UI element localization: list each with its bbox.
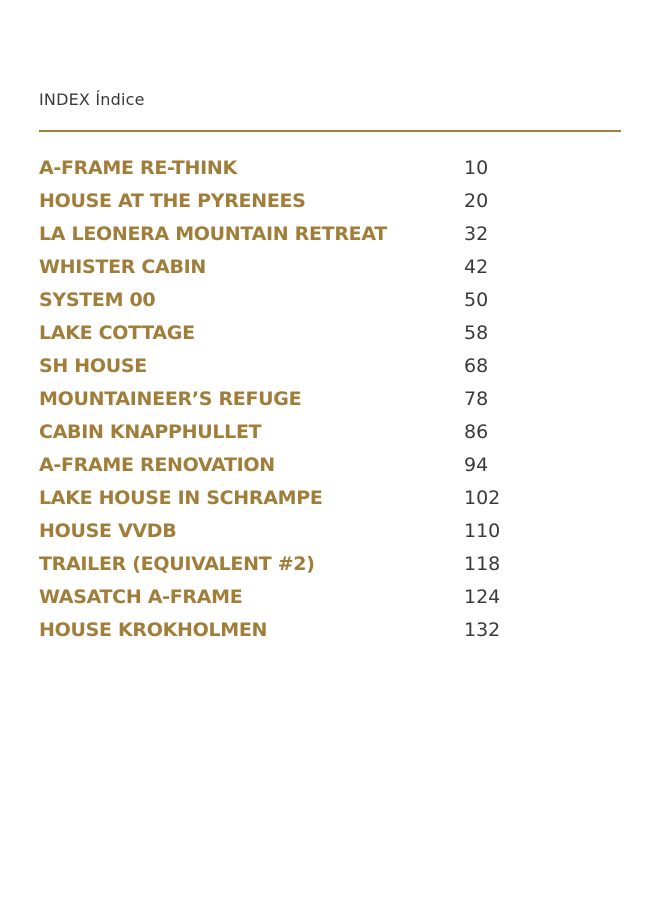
index-entry <box>39 450 621 483</box>
index-entry <box>39 285 621 318</box>
entry-page-number: 58 <box>464 322 489 344</box>
index-entry <box>39 252 621 285</box>
index-entry <box>39 219 621 252</box>
entry-title: WASATCH A-FRAME <box>39 586 243 608</box>
entry-page-number: 68 <box>464 355 489 377</box>
entry-page-number: 42 <box>464 256 489 278</box>
entry-title: HOUSE AT THE PYRENEES <box>39 190 306 212</box>
index-entry <box>39 318 621 351</box>
index-entry <box>39 351 621 384</box>
entry-page-number: 86 <box>464 421 489 443</box>
entry-title: LA LEONERA MOUNTAIN RETREAT <box>39 223 387 245</box>
entry-title: WHISTER CABIN <box>39 256 206 278</box>
entry-title: TRAILER (EQUIVALENT #2) <box>39 553 315 575</box>
index-entry <box>39 615 621 648</box>
index-entry <box>39 516 621 549</box>
entry-page-number: 118 <box>464 553 501 575</box>
entry-title: HOUSE VVDB <box>39 520 177 542</box>
entry-page-number: 78 <box>464 388 489 410</box>
entry-title: LAKE COTTAGE <box>39 322 195 344</box>
index-heading: INDEX Índice <box>39 90 145 109</box>
entry-title: SYSTEM 00 <box>39 289 156 311</box>
entry-title: HOUSE KROKHOLMEN <box>39 619 268 641</box>
index-entry <box>39 549 621 582</box>
index-entry <box>39 417 621 450</box>
entry-title: A-FRAME RENOVATION <box>39 454 275 476</box>
entry-page-number: 32 <box>464 223 489 245</box>
entry-page-number: 10 <box>464 157 489 179</box>
index-entry <box>39 582 621 615</box>
index-list <box>39 153 621 648</box>
entry-page-number: 132 <box>464 619 501 641</box>
entry-title: SH HOUSE <box>39 355 147 377</box>
index-entry <box>39 384 621 417</box>
entry-page-number: 20 <box>464 190 489 212</box>
entry-title: MOUNTAINEER’S REFUGE <box>39 388 302 410</box>
entry-page-number: 110 <box>464 520 501 542</box>
entry-page-number: 50 <box>464 289 489 311</box>
header-divider <box>39 130 621 132</box>
entry-page-number: 124 <box>464 586 501 608</box>
index-entry <box>39 153 621 186</box>
entry-title: CABIN KNAPPHULLET <box>39 421 262 443</box>
entry-title: A-FRAME RE-THINK <box>39 157 237 179</box>
entry-page-number: 94 <box>464 454 489 476</box>
entry-page-number: 102 <box>464 487 501 509</box>
index-entry <box>39 483 621 516</box>
entry-title: LAKE HOUSE IN SCHRAMPE <box>39 487 323 509</box>
index-entry <box>39 186 621 219</box>
